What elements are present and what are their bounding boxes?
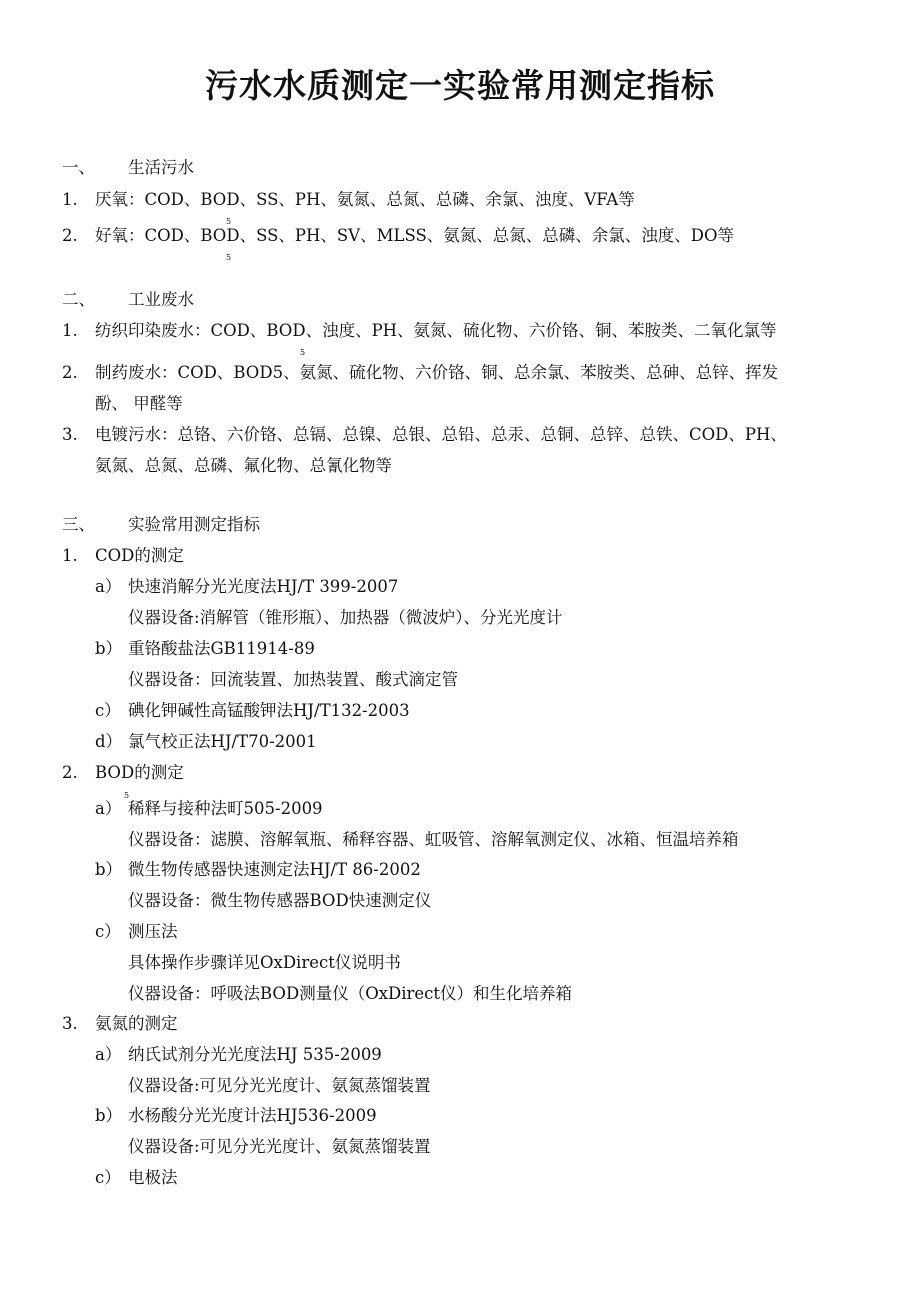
item-number: 2. (62, 763, 78, 782)
item-number: 1. (62, 190, 78, 209)
method-item (95, 859, 421, 881)
method-item (95, 638, 315, 660)
method-name: 稀释与接种法町505-2009 (128, 799, 323, 818)
method-name: 重铬酸盐法GB11914-89 (128, 639, 315, 658)
item-text: 制药废水：COD、BOD5、氨氮、硫化物、六价铬、铜、总余氯、苯胺类、总砷、总锌、挥发 (95, 363, 779, 382)
method-detail: 仪器设备:可见分光光度计、氨氮蒸馏装置 (128, 1137, 431, 1156)
method-item (95, 1167, 178, 1189)
subscript: 5 (226, 253, 232, 262)
method-detail: 仪器设备：微生物传感器BOD快速测定仪 (128, 891, 432, 910)
method-letter: b） (95, 860, 123, 879)
method-item (95, 1105, 377, 1127)
section-title: 工业废水 (128, 290, 194, 309)
item-number: 1. (62, 321, 78, 340)
method-name: 纳氏试剂分光光度法HJ 535-2009 (128, 1045, 382, 1064)
item-number: 2. (62, 363, 78, 382)
method-letter: c） (95, 1168, 121, 1187)
method-item (95, 921, 178, 943)
method-detail: 仪器设备：呼吸法BOD测量仪（OxDirect仪）和生化培养箱 (128, 984, 573, 1003)
method-detail: 仪器设备：回流装置、加热装置、酸式滴定管 (128, 670, 458, 689)
method-detail: 仪器设备：滤膜、溶解氧瓶、稀释容器、虹吸管、溶解氧测定仪、冰箱、恒温培养箱 (128, 830, 739, 849)
method-name: 快速消解分光光度法HJ/T 399-2007 (128, 577, 399, 596)
subscript: 5 (124, 791, 130, 800)
subscript: 5 (226, 217, 232, 226)
method-letter: a） (95, 799, 122, 818)
item-text-continued: 酚、 甲醛等 (95, 394, 183, 413)
item-text: 好氧：COD、BOD、SS、PH、SV、MLSS、氨氮、总氮、总磷、余氯、浊度、DO等 (95, 226, 735, 245)
section-number: 一、 (62, 158, 95, 177)
item-text: 纺织印染废水：COD、BOD、浊度、PH、氨氮、硫化物、六价铬、铜、苯胺类、二氧化氯等 (95, 321, 777, 340)
section-title: 生活污水 (128, 158, 194, 177)
method-letter: b） (95, 1106, 123, 1125)
method-detail: 仪器设备:消解管（锥形瓶）、加热器（微波炉）、分光光度计 (128, 608, 563, 627)
method-letter: a） (95, 1045, 122, 1064)
item-text: 氨氮的测定 (95, 1014, 178, 1033)
method-item (95, 700, 410, 722)
method-letter: a） (95, 577, 122, 596)
item-text: COD的测定 (95, 546, 184, 565)
method-name: 碘化钾碱性高锰酸钾法HJ/T132-2003 (128, 701, 410, 720)
section-number: 三、 (62, 515, 95, 534)
method-item (95, 1044, 382, 1066)
item-number: 3. (62, 1014, 78, 1033)
section-title: 实验常用测定指标 (128, 515, 260, 534)
item-number: 3. (62, 425, 78, 444)
item-text-continued: 氨氮、总氮、总磷、氟化物、总氰化物等 (95, 456, 392, 475)
method-name: 测压法 (128, 922, 178, 941)
item-number: 1. (62, 546, 78, 565)
section-number: 二、 (62, 290, 95, 309)
method-item (95, 798, 323, 820)
method-name: 氯气校正法HJ/T70-2001 (128, 732, 317, 751)
method-letter: b） (95, 639, 123, 658)
method-letter: d） (95, 732, 123, 751)
item-number: 2. (62, 226, 78, 245)
document-title: 污水水质测定一实验常用测定指标 (205, 66, 715, 105)
method-item (95, 731, 317, 753)
method-letter: c） (95, 701, 121, 720)
method-letter: c） (95, 922, 121, 941)
method-name: 电极法 (128, 1168, 178, 1187)
method-detail: 仪器设备:可见分光光度计、氨氮蒸馏装置 (128, 1076, 431, 1095)
method-detail: 具体操作步骤详见OxDirect仪说明书 (128, 953, 401, 972)
item-text: BOD的测定 (95, 763, 184, 782)
item-text: 厌氧：COD、BOD、SS、PH、氨氮、总氮、总磷、余氯、浊度、VFA等 (95, 190, 635, 209)
method-item (95, 576, 399, 598)
method-name: 微生物传感器快速测定法HJ/T 86-2002 (128, 860, 421, 879)
method-name: 水杨酸分光光度计法HJ536-2009 (128, 1106, 377, 1125)
subscript: 5 (300, 348, 306, 357)
item-text: 电镀污水：总铬、六价铬、总镉、总镍、总银、总铅、总汞、总铜、总锌、总铁、COD、PH、 (95, 425, 787, 444)
